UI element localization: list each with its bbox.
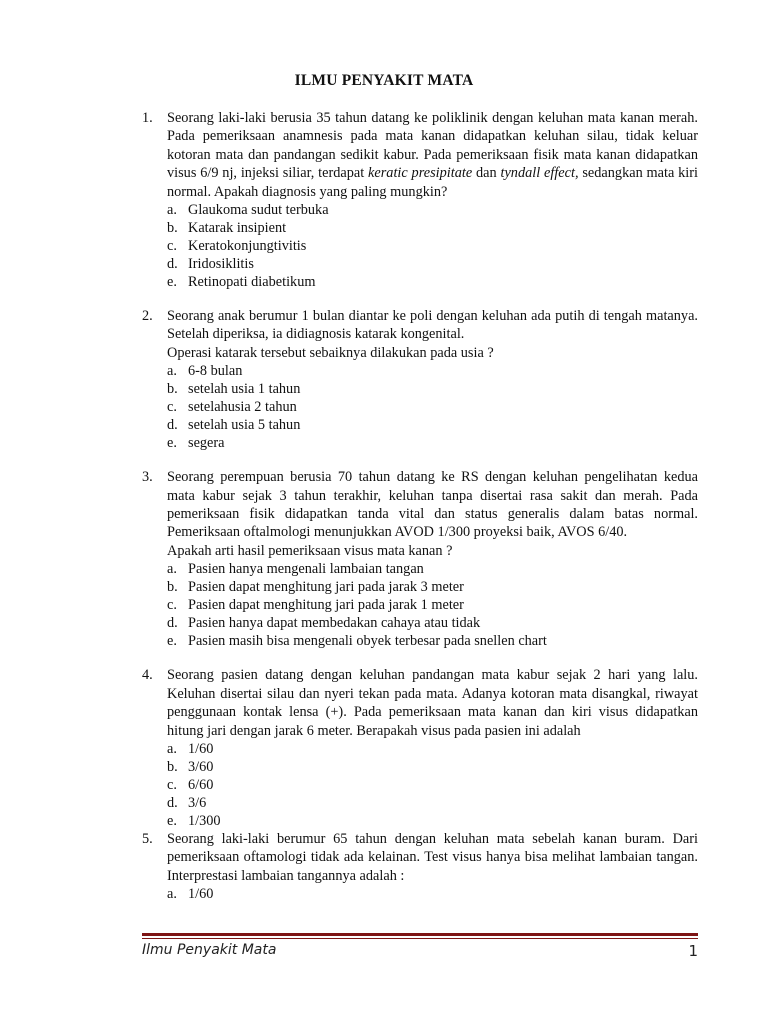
stem-question-line: Operasi katarak tersebut sebaiknya dilakukan pada usia ? — [167, 344, 494, 361]
question-number: 4. — [142, 667, 153, 684]
option-a: a. Glaukoma sudut terbuka — [167, 202, 329, 219]
question-stem — [167, 307, 698, 362]
page-footer — [142, 942, 698, 962]
option-b: b. setelah usia 1 tahun — [167, 381, 301, 398]
question-2 — [142, 307, 698, 452]
option-e: e. Retinopati diabetikum — [167, 274, 316, 291]
option-b: b. Katarak insipient — [167, 220, 287, 237]
question-stem — [167, 109, 698, 201]
option-list — [167, 885, 698, 903]
question-1 — [142, 109, 698, 291]
option-d: d. setelah usia 5 tahun — [167, 417, 301, 434]
question-stem — [167, 468, 698, 560]
option-d: d. Pasien hanya dapat membedakan cahaya atau tidak — [167, 615, 481, 632]
option-list — [167, 201, 698, 291]
question-number: 2. — [142, 308, 153, 325]
stem-italic-term: keratic presipitate — [368, 165, 473, 182]
page-number: 1 — [688, 942, 698, 960]
stem-text: dan — [472, 165, 501, 182]
question-stem — [167, 830, 698, 885]
stem-text: Seorang perempuan berusia 70 tahun datang ke RS dengan keluhan pengelihatan kedua mata kabur sejak 3 tahun terakhir, keluhan tanpa disertai rasa sakit dan merah. Pada pemeriksaan fisik didapatkan tanda vital dan status generalis dalam batas normal. Pemeriksaan oftalmologi menunjukkan AVOD 1/300 proyeksi baik, AVOS 6/40. — [167, 469, 698, 541]
question-4 — [142, 666, 698, 830]
question-stem — [167, 666, 698, 740]
option-e: e. segera — [167, 435, 225, 452]
option-d: d. 3/6 — [167, 794, 207, 811]
option-a: a. 1/60 — [167, 886, 214, 903]
stem-text: Seorang laki-laki berumur 65 tahun dengan keluhan mata sebelah kanan buram. Dari pemeriksaan oftamologi tidak ada kelainan. Test visus hanya bisa melihat lambaian tangan. Interprestasi lambaian tangannya adalah : — [167, 830, 698, 884]
option-a: a. 1/60 — [167, 740, 214, 757]
question-number: 3. — [142, 469, 153, 486]
footer-rule-thick — [142, 933, 698, 936]
stem-text: Seorang laki-laki berusia 35 tahun datang ke poliklinik dengan keluhan mata kanan merah. Pada pemeriksaan anamnesis pada mata kanan didapatkan keluhan silau, tidak keluar kotoran mata dan pandangan sedikit kabur. Pada pemeriksaan fisik mata kanan didapatkan visus 6/9 nj, injeksi siliar, terdapat — [167, 110, 698, 182]
option-c: c. 6/60 — [167, 776, 214, 793]
document-title: ILMU PENYAKIT MATA — [294, 72, 474, 89]
footer-rule — [142, 933, 698, 939]
stem-text: Seorang anak berumur 1 bulan diantar ke poli dengan keluhan ada putih di tengah matanya. Setelah diperiksa, ia didiagnosis katarak kongenital. — [167, 308, 698, 343]
option-c: c. setelahusia 2 tahun — [167, 399, 297, 416]
footer-title: Ilmu Penyakit Mata — [142, 942, 277, 958]
option-c: c. Pasien dapat menghitung jari pada jarak 1 meter — [167, 597, 464, 614]
option-e: e. 1/300 — [167, 812, 221, 829]
footer-rule-thin — [142, 938, 698, 939]
option-d: d. Iridosiklitis — [167, 256, 254, 273]
stem-text: Seorang pasien datang dengan keluhan pandangan mata kabur sejak 2 hari yang lalu. Keluhan disertai silau dan nyeri tekan pada mata. Adanya kotoran mata disangkal, riwayat penggunaan kontak lensa (+). Pada pemeriksaan mata kanan dan kiri visus didapatkan hitung jari dengan jarak 6 meter. Berapakah visus pada pasien ini adalah — [167, 667, 698, 739]
stem-italic-term: tyndall effect, — [500, 165, 579, 182]
option-list — [167, 740, 698, 830]
option-b: b. 3/60 — [167, 758, 214, 775]
question-3 — [142, 468, 698, 650]
stem-text: sedangkan mata kiri normal. Apakah diagnosis yang paling mungkin? — [167, 165, 698, 200]
question-5 — [142, 830, 698, 903]
option-b: b. Pasien dapat menghitung jari pada jarak 3 meter — [167, 579, 464, 596]
question-list — [142, 109, 698, 903]
stem-question-line: Apakah arti hasil pemeriksaan visus mata kanan ? — [167, 542, 453, 559]
option-list — [167, 560, 698, 650]
option-a: a. Pasien hanya mengenali lambaian tangan — [167, 561, 424, 578]
option-c: c. Keratokonjungtivitis — [167, 238, 307, 255]
question-number: 5. — [142, 830, 153, 847]
option-e: e. Pasien masih bisa mengenali obyek terbesar pada snellen chart — [167, 633, 547, 650]
option-a: a. 6-8 bulan — [167, 363, 243, 380]
option-list — [167, 362, 698, 452]
question-number: 1. — [142, 110, 153, 126]
